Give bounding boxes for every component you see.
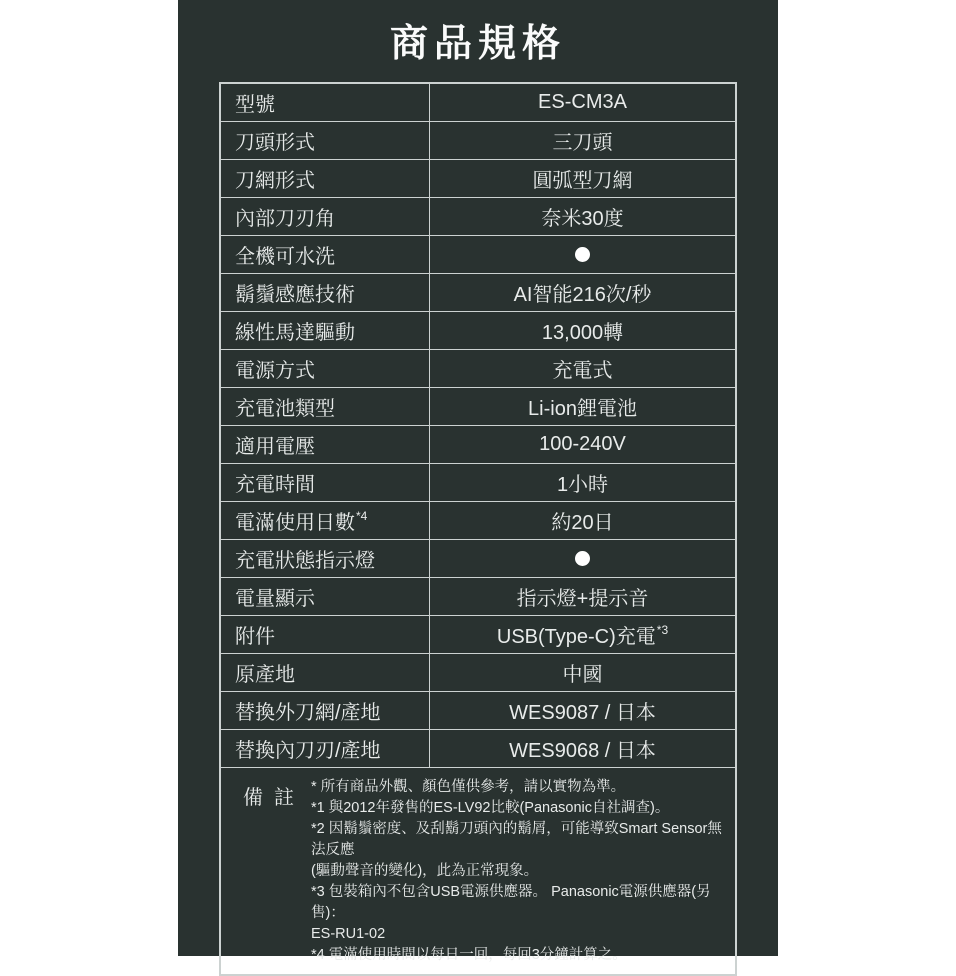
- spec-label: 全機可水洗: [221, 236, 430, 273]
- note-line: *2 因鬍鬚密度、及刮鬍刀頭內的鬍屑，可能導致Smart Sensor無法反應: [311, 821, 722, 858]
- table-row: [221, 312, 735, 350]
- spec-label: 替換內刀刃/產地: [221, 730, 430, 767]
- table-row: [221, 350, 735, 388]
- spec-label: 替換外刀網/產地: [221, 692, 430, 729]
- table-row: [221, 616, 735, 654]
- table-row: [221, 274, 735, 312]
- spec-value: WES9087 / 日本: [509, 702, 656, 724]
- table-row: [221, 692, 735, 730]
- footnote-marker: *4: [356, 508, 368, 523]
- spec-value: 圓弧型刀網: [532, 170, 633, 192]
- table-row: [221, 502, 735, 540]
- spec-value: AI智能216次/秒: [513, 284, 652, 306]
- spec-value: 13,000轉: [541, 322, 624, 344]
- notes-row: [221, 768, 735, 974]
- table-row: [221, 236, 735, 274]
- spec-label: 電滿使用日數 $^{*4}$: [221, 502, 430, 539]
- spec-label: 充電時間: [221, 464, 430, 501]
- table-row: [221, 426, 735, 464]
- table-row: [221, 160, 735, 198]
- spec-value: 100-240V: [539, 433, 626, 455]
- note-line: *4 電滿使用時間以每日一回，每回3分鐘計算之。: [311, 947, 627, 963]
- spec-panel: [178, 0, 778, 963]
- dot-indicator: [575, 247, 590, 262]
- spec-label: 刀網形式: [221, 160, 430, 197]
- notes-label: 備註: [243, 787, 305, 809]
- spec-label: 電量顯示: [221, 578, 430, 615]
- spec-value: 充電式: [552, 360, 613, 382]
- spec-label: 電源方式: [221, 350, 430, 387]
- spec-table-body: [221, 84, 735, 768]
- table-row: [221, 730, 735, 768]
- footnote-marker: *3: [656, 622, 669, 637]
- table-row: [221, 578, 735, 616]
- note-line: * 所有商品外觀、顏色僅供參考，請以實物為準。: [311, 779, 626, 795]
- spec-value: WES9068 / 日本: [509, 740, 656, 762]
- table-row: [221, 198, 735, 236]
- spec-value: USB(Type-C)充電 $^{*3}$: [496, 622, 669, 648]
- spec-label: 型號: [221, 84, 430, 121]
- spec-table: [219, 82, 737, 976]
- spec-value: 指示燈+提示音: [516, 588, 649, 610]
- spec-label: 充電狀態指示燈: [221, 540, 430, 577]
- spec-label: 鬍鬚感應技術: [221, 274, 430, 311]
- spec-label: 適用電壓: [221, 426, 430, 463]
- table-row: [221, 654, 735, 692]
- spec-value: Li-ion鋰電池: [528, 398, 637, 420]
- spec-value: 中國: [562, 664, 603, 686]
- note-line: (驅動聲音的變化)，此為正常現象。: [311, 863, 539, 879]
- spec-label: 充電池類型: [221, 388, 430, 425]
- spec-value: [430, 236, 735, 273]
- spec-label: 內部刀刃角: [221, 198, 430, 235]
- spec-label: 刀頭形式: [221, 122, 430, 159]
- page-title: 商品規格: [389, 23, 566, 65]
- spec-label: 線性馬達驅動: [221, 312, 430, 349]
- spec-value: 1小時: [556, 474, 609, 496]
- table-row: [221, 388, 735, 426]
- spec-value: [430, 540, 735, 577]
- note-line: ES-RU1-02: [311, 926, 386, 942]
- note-line: *3 包裝箱內不包含USB電源供應器。 Panasonic電源供應器(另售)：: [311, 884, 711, 921]
- spec-value: ES-CM3A: [538, 91, 627, 113]
- spec-value: 奈米30度: [541, 208, 624, 230]
- spec-value: 三刀頭: [552, 132, 613, 154]
- spec-value: 約20日: [551, 512, 614, 534]
- table-row: [221, 122, 735, 160]
- table-row: [221, 84, 735, 122]
- spec-label: 原產地: [221, 654, 430, 691]
- table-row: [221, 464, 735, 502]
- note-line: *1 與2012年發售的ES-LV92比較(Panasonic自社調查)。: [311, 800, 670, 816]
- spec-label: 附件: [221, 616, 430, 653]
- notes-lines: [311, 777, 725, 966]
- table-row: [221, 540, 735, 578]
- dot-indicator: [575, 551, 590, 566]
